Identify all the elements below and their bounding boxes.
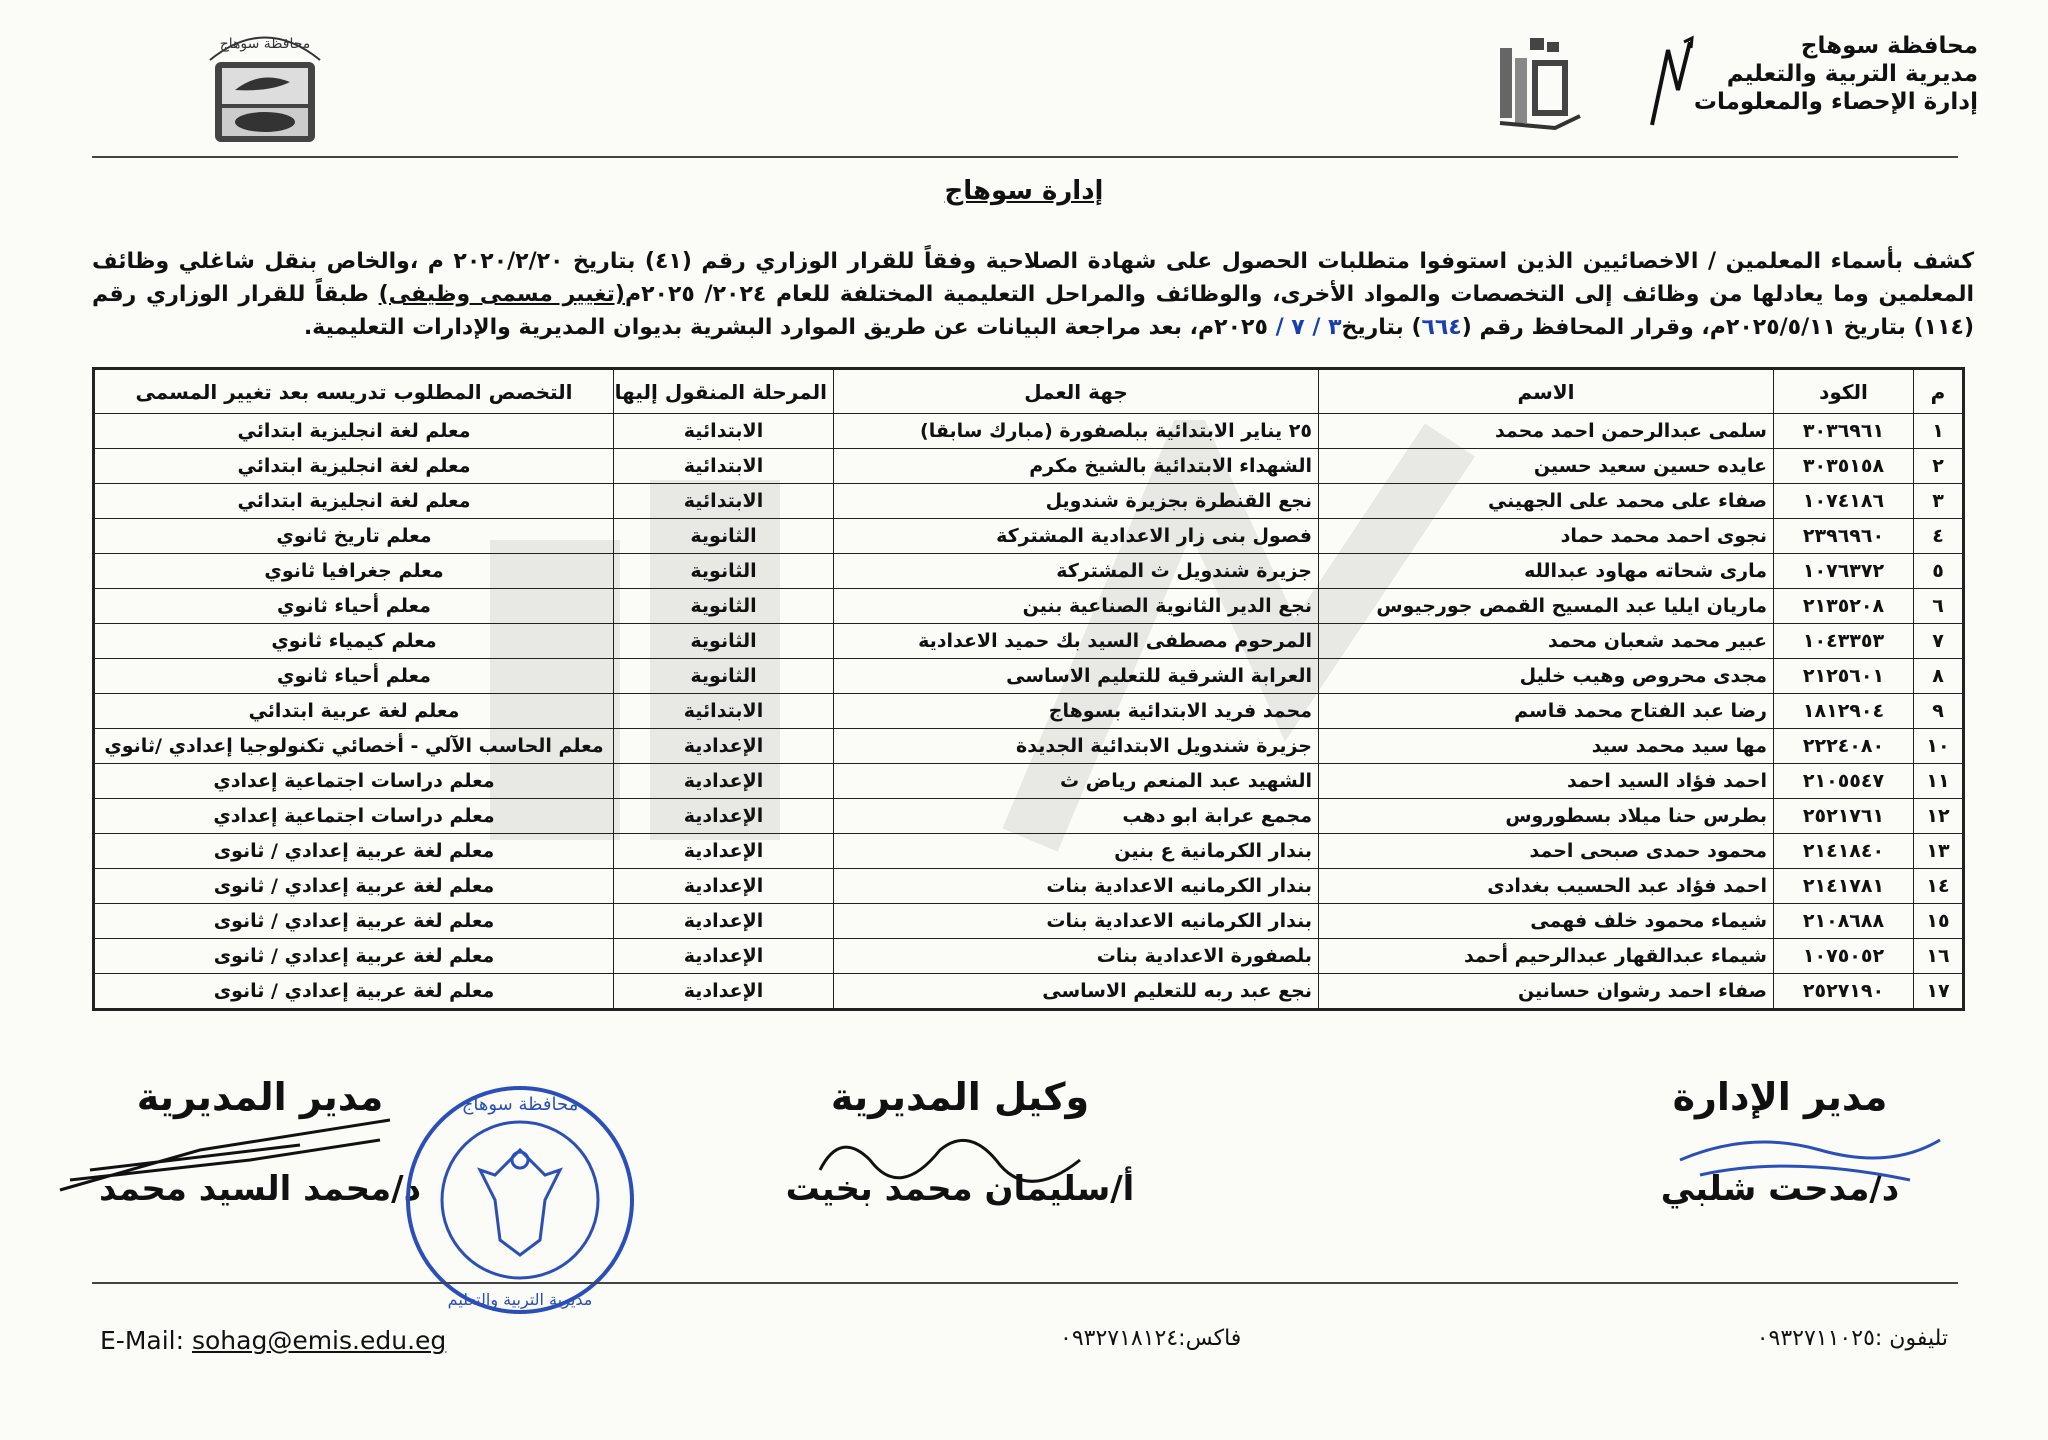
cell-stage: الإعدادية xyxy=(614,939,834,974)
cell-code: ٢١٠٥٥٤٧ xyxy=(1774,764,1914,799)
cell-work: جزيرة شندويل ث المشتركة xyxy=(834,554,1319,589)
stamp-top-text: محافظة سوهاج xyxy=(461,1094,579,1115)
cell-num: ٤ xyxy=(1914,519,1964,554)
email-label: E-Mail: xyxy=(100,1326,192,1355)
cell-num: ١٥ xyxy=(1914,904,1964,939)
cell-code: ١٠٤٣٣٥٣ xyxy=(1774,624,1914,659)
signature-title: مدير الإدارة xyxy=(1672,1075,1888,1119)
cell-code: ٢٥٢١٧٦١ xyxy=(1774,799,1914,834)
cell-name: احمد فؤاد السيد احمد xyxy=(1319,764,1774,799)
cell-num: ٢ xyxy=(1914,449,1964,484)
table-row xyxy=(94,659,1964,694)
cell-num: ١١ xyxy=(1914,764,1964,799)
cell-spec: معلم جغرافيا ثانوي xyxy=(94,554,614,589)
signature-dept-director xyxy=(1590,1075,1970,1209)
cell-name: بطرس حنا ميلاد بسطوروس xyxy=(1319,799,1774,834)
table-row xyxy=(94,869,1964,904)
open-book-icon xyxy=(1495,28,1585,138)
header-governorate: محافظة سوهاج xyxy=(1800,33,1978,59)
cell-code: ٢٣٩٦٩٦٠ xyxy=(1774,519,1914,554)
cell-num: ٣ xyxy=(1914,484,1964,519)
cell-work: بندار الكرمانيه الاعدادية بنات xyxy=(834,869,1319,904)
intro-text-3: ) بتاريخ xyxy=(1341,315,1422,340)
cell-code: ١٨١٢٩٠٤ xyxy=(1774,694,1914,729)
table-row xyxy=(94,904,1964,939)
col-header-name: الاسم xyxy=(1319,369,1774,414)
cell-work: بلصفورة الاعدادية بنات xyxy=(834,939,1319,974)
cell-work: مجمع عرابة ابو دهب xyxy=(834,799,1319,834)
cell-work: بندار الكرمانية ع بنين xyxy=(834,834,1319,869)
cell-num: ١٧ xyxy=(1914,974,1964,1010)
stamp-bottom-text: مديرية التربية والتعليم xyxy=(447,1290,593,1309)
cell-spec: معلم لغة عربية إعدادي / ثانوى xyxy=(94,869,614,904)
cell-num: ١٦ xyxy=(1914,939,1964,974)
book-arrow-logo-icon xyxy=(1580,30,1700,140)
intro-paragraph xyxy=(92,245,1974,344)
table-row xyxy=(94,449,1964,484)
cell-stage: الابتدائية xyxy=(614,414,834,449)
cell-stage: الابتدائية xyxy=(614,484,834,519)
cell-work: نجع الدير الثانوية الصناعية بنين xyxy=(834,589,1319,624)
col-header-code: الكود xyxy=(1774,369,1914,414)
footer-divider xyxy=(92,1282,1958,1284)
cell-name: نجوى احمد محمد حماد xyxy=(1319,519,1774,554)
sohag-governorate-logo-icon xyxy=(190,20,340,150)
cell-num: ١ xyxy=(1914,414,1964,449)
signature-name: د/مدحت شلبي xyxy=(1660,1169,1900,1209)
cell-spec: معلم أحياء ثانوي xyxy=(94,589,614,624)
table-row xyxy=(94,939,1964,974)
cell-code: ٢١٤١٧٨١ xyxy=(1774,869,1914,904)
cell-name: شيماء محمود خلف فهمى xyxy=(1319,904,1774,939)
cell-num: ٧ xyxy=(1914,624,1964,659)
cell-work: فصول بنى زار الاعدادية المشتركة xyxy=(834,519,1319,554)
cell-code: ٢٢٢٤٠٨٠ xyxy=(1774,729,1914,764)
table-row xyxy=(94,834,1964,869)
cell-spec: معلم لغة عربية إعدادي / ثانوى xyxy=(94,834,614,869)
cell-spec: معلم لغة انجليزية ابتدائي xyxy=(94,414,614,449)
cell-spec: معلم لغة عربية إعدادي / ثانوى xyxy=(94,974,614,1010)
table-row xyxy=(94,974,1964,1010)
cell-num: ٨ xyxy=(1914,659,1964,694)
cell-stage: الإعدادية xyxy=(614,904,834,939)
cell-work: العرابة الشرقية للتعليم الاساسى xyxy=(834,659,1319,694)
cell-spec: معلم تاريخ ثانوي xyxy=(94,519,614,554)
cell-code: ٢١٣٥٢٠٨ xyxy=(1774,589,1914,624)
cell-num: ١٢ xyxy=(1914,799,1964,834)
decree-number: ٦٦٤ xyxy=(1421,315,1462,340)
cell-code: ٣٠٣٦٩٦١ xyxy=(1774,414,1914,449)
cell-code: ٢١٢٥٦٠١ xyxy=(1774,659,1914,694)
cell-code: ١٠٧٥٠٥٢ xyxy=(1774,939,1914,974)
cell-name: احمد فؤاد عبد الحسيب بغدادى xyxy=(1319,869,1774,904)
cell-stage: الابتدائية xyxy=(614,449,834,484)
table-row xyxy=(94,729,1964,764)
cell-name: سلمى عبدالرحمن احمد محمد xyxy=(1319,414,1774,449)
cell-stage: الإعدادية xyxy=(614,729,834,764)
page-title: إدارة سوهاج xyxy=(944,176,1104,206)
cell-name: شيماء عبدالقهار عبدالرحيم أحمد xyxy=(1319,939,1774,974)
cell-name: عايده حسين سعيد حسين xyxy=(1319,449,1774,484)
intro-underlined: (تغيير مسمى وظيفى) xyxy=(378,282,625,307)
table-row xyxy=(94,799,1964,834)
cell-stage: الإعدادية xyxy=(614,764,834,799)
signature-deputy-director xyxy=(760,1075,1160,1209)
intro-text-1: كشف بأسماء المعلمين / الاخصائيين الذين استوفوا متطلبات الحصول على شهادة الصلاحية وفقاً للقرار الوزاري رقم (٤١) بتاريخ ٢٠٢٠/٢/٢٠ م ،والخاص بنقل شاغلي وظائف المعلمين وما يعادلها من وظائف إلى التخصصات والمواد الأخرى، والوظائف والمراحل التعليمية المختلفة للعام ٢٠٢٤/ ٢٠٢٥م xyxy=(92,249,1974,307)
cell-spec: معلم كيمياء ثانوي xyxy=(94,624,614,659)
cell-stage: الإعدادية xyxy=(614,834,834,869)
cell-stage: الإعدادية xyxy=(614,869,834,904)
footer-phone: تليفون :٠٩٣٢٧١١٠٢٥ xyxy=(1756,1326,1948,1351)
cell-spec: معلم دراسات اجتماعية إعدادي xyxy=(94,764,614,799)
cell-spec: معلم أحياء ثانوي xyxy=(94,659,614,694)
cell-stage: الثانوية xyxy=(614,624,834,659)
cell-stage: الثانوية xyxy=(614,519,834,554)
teachers-table xyxy=(92,367,1965,1011)
cell-code: ٣٠٣٥١٥٨ xyxy=(1774,449,1914,484)
cell-work: نجع القنطرة بجزيرة شندويل xyxy=(834,484,1319,519)
table-row xyxy=(94,624,1964,659)
table-row xyxy=(94,414,1964,449)
cell-stage: الابتدائية xyxy=(614,694,834,729)
cell-stage: الثانوية xyxy=(614,554,834,589)
cell-work: ٢٥ يناير الابتدائية ببلصفورة (مبارك سابقا) xyxy=(834,414,1319,449)
col-header-work: جهة العمل xyxy=(834,369,1319,414)
cell-name: مارى شحاته مهاود عبدالله xyxy=(1319,554,1774,589)
cell-stage: الثانوية xyxy=(614,659,834,694)
cell-stage: الثانوية xyxy=(614,589,834,624)
signature-name: د/محمد السيد محمد xyxy=(98,1169,422,1209)
signature-title: مدير المديرية xyxy=(136,1075,384,1119)
cell-stage: الإعدادية xyxy=(614,799,834,834)
header-office-block xyxy=(1694,32,1978,116)
cell-spec: معلم لغة عربية إعدادي / ثانوى xyxy=(94,904,614,939)
cell-num: ١٤ xyxy=(1914,869,1964,904)
cell-stage: الإعدادية xyxy=(614,974,834,1010)
cell-work: الشهيد عبد المنعم رياض ث xyxy=(834,764,1319,799)
table-row xyxy=(94,694,1964,729)
cell-num: ٥ xyxy=(1914,554,1964,589)
table-row xyxy=(94,519,1964,554)
cell-name: ماريان ايليا عبد المسيح القمص جورجيوس xyxy=(1319,589,1774,624)
official-stamp-icon xyxy=(400,1080,640,1320)
cell-work: المرحوم مصطفى السيد بك حميد الاعدادية xyxy=(834,624,1319,659)
cell-work: جزيرة شندويل الابتدائية الجديدة xyxy=(834,729,1319,764)
cell-work: الشهداء الابتدائية بالشيخ مكرم xyxy=(834,449,1319,484)
cell-work: محمد فريد الابتدائية بسوهاج xyxy=(834,694,1319,729)
header-department: إدارة الإحصاء والمعلومات xyxy=(1693,89,1978,115)
cell-name: صفاء احمد رشوان حسانين xyxy=(1319,974,1774,1010)
table-row xyxy=(94,484,1964,519)
cell-num: ٦ xyxy=(1914,589,1964,624)
header-directorate: مديرية التربية والتعليم xyxy=(1726,61,1978,87)
signature-name: أ/سليمان محمد بخيت xyxy=(785,1169,1135,1209)
cell-name: صفاء على محمد على الجهيني xyxy=(1319,484,1774,519)
cell-name: رضا عبد الفتاح محمد قاسم xyxy=(1319,694,1774,729)
cell-spec: معلم دراسات اجتماعية إعدادي xyxy=(94,799,614,834)
cell-num: ١٣ xyxy=(1914,834,1964,869)
col-header-stage: المرحلة المنقول إليها xyxy=(614,369,834,414)
intro-text-2: طبقاً للقرار الوزاري رقم (١١٤) بتاريخ ٢٠٢٥/٥/١١م، وقرار المحافظ رقم ( xyxy=(92,282,1974,340)
table-row xyxy=(94,554,1964,589)
table-row xyxy=(94,589,1964,624)
cell-name: مجدى محروص وهيب خليل xyxy=(1319,659,1774,694)
cell-code: ٢٥٢٧١٩٠ xyxy=(1774,974,1914,1010)
table-header-row xyxy=(94,369,1964,414)
cell-code: ١٠٧٤١٨٦ xyxy=(1774,484,1914,519)
decree-date: ٣ / ٧ / xyxy=(1275,315,1342,340)
cell-code: ١٠٧٦٣٧٢ xyxy=(1774,554,1914,589)
cell-num: ٩ xyxy=(1914,694,1964,729)
cell-name: عبير محمد شعبان محمد xyxy=(1319,624,1774,659)
footer-email xyxy=(100,1326,446,1355)
col-header-num: م xyxy=(1914,369,1964,414)
cell-spec: معلم لغة عربية إعدادي / ثانوى xyxy=(94,939,614,974)
cell-name: مها سيد محمد سيد xyxy=(1319,729,1774,764)
cell-spec: معلم لغة انجليزية ابتدائي xyxy=(94,484,614,519)
intro-text-4: ٢٠٢٥م، بعد مراجعة البيانات عن طريق الموارد البشرية بديوان المديرية والإدارات التعليمية. xyxy=(303,315,1276,340)
footer-fax: فاكس:٠٩٣٢٧١٨١٢٤ xyxy=(1060,1326,1242,1351)
cell-code: ٢١٠٨٦٨٨ xyxy=(1774,904,1914,939)
table-row xyxy=(94,764,1964,799)
cell-work: بندار الكرمانيه الاعدادية بنات xyxy=(834,904,1319,939)
cell-spec: معلم الحاسب الآلي - أخصائي تكنولوجيا إعدادي /ثانوي xyxy=(94,729,614,764)
email-link[interactable]: sohag@emis.edu.eg xyxy=(191,1326,447,1355)
cell-num: ١٠ xyxy=(1914,729,1964,764)
logo-text: محافظة سوهاج xyxy=(219,36,311,52)
col-header-spec: التخصص المطلوب تدريسه بعد تغيير المسمى xyxy=(94,369,614,414)
cell-code: ٢١٤١٨٤٠ xyxy=(1774,834,1914,869)
signature-title: وكيل المديرية xyxy=(830,1075,1090,1119)
cell-spec: معلم لغة انجليزية ابتدائي xyxy=(94,449,614,484)
header-divider xyxy=(92,156,1958,158)
cell-work: نجع عبد ربه للتعليم الاساسى xyxy=(834,974,1319,1010)
cell-name: محمود حمدى صبحى احمد xyxy=(1319,834,1774,869)
cell-spec: معلم لغة عربية ابتدائي xyxy=(94,694,614,729)
